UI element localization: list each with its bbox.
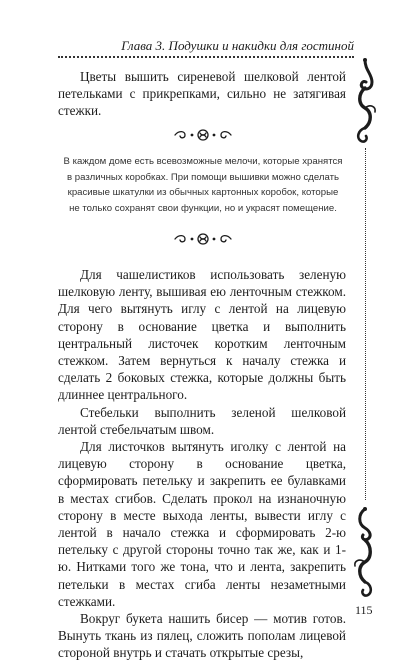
flourish-divider-icon [172,128,234,142]
page-number: 115 [355,603,373,617]
intro-paragraph: Цветы вышить сиреневой шелковой лентой петельками с прикрепками, сильно не затягивая стежки. [58,69,346,119]
header-rule [58,56,354,58]
body-paragraph: Вокруг букета нашить бисер — мотив готов. Вынуть ткань из пялец, сложить пополам лицевой стороной внутрь и стачать открытые срезы, [58,611,346,661]
sidebar-note: В каждом доме есть всевозможные мелочи, которые хранятся в различных коробках. При помощи вышивки можно сделать красивые шкатулки из обычных картонных коробок, которые не только сохранят свои функции, но и украсят помещение. [63,156,343,214]
body-text [58,266,346,662]
side-dotted-rule [365,148,366,500]
body-paragraph: Стебельки выполнить зеленой шелковой лентой стебельчатым швом. [58,404,346,437]
running-head: Глава 3. Подушки и накидки для гостиной [121,38,354,53]
intro-text [58,68,346,120]
body-paragraph: Для листочков вытянуть иголку с лентой на лицевую сторону в основание цветка, сформировать петельку и закрепить ее булавками в местах сгибов. Сделать прокол на изнаночную сторону в месте выхода ленты, вывести иглу с лентой в начало стежка и сформировать 2-ю петельку с другой стороны точно так же, как и 1-ю. Нитками того же тона, что и лента, закрепить петельки в местах сгиба ленты незаметными стежками. [58,439,346,609]
scroll-ornament-icon [348,506,382,598]
flourish-divider-icon [172,232,234,246]
scroll-ornament-icon [348,58,382,146]
body-paragraph: Для чашелистиков использовать зеленую шелковую ленту, вышивая ею ленточным стежком. Для чего вытянуть иглу с лентой на лицевую сторону в основание цветка и выполнить центральный листочек коротким ленточным стежком. Затем вернуться к началу стежка и сделать 2 боковых стежка, которые должны быть длиннее центрального. [58,267,346,403]
